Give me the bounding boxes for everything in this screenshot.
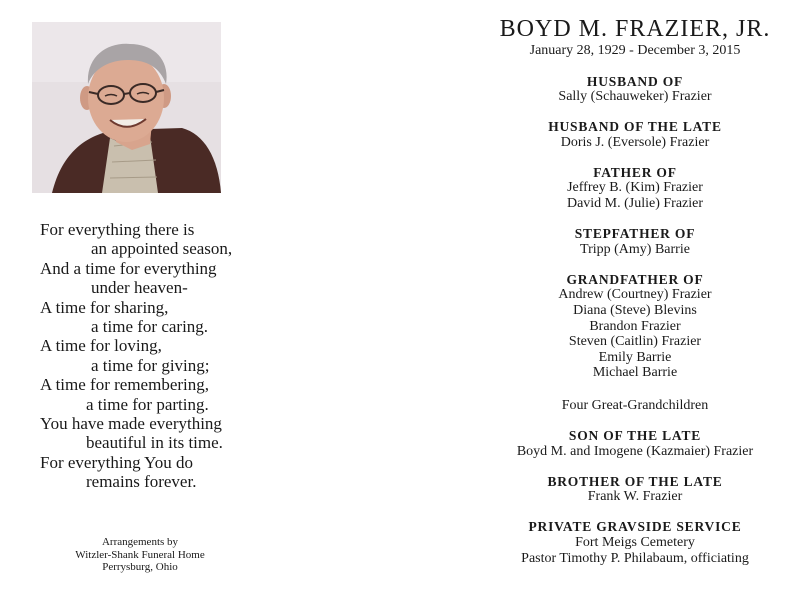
section-graveside-service xyxy=(470,519,800,566)
poem-line: remains forever. xyxy=(86,472,197,492)
family-member: Jeffrey B. (Kim) Frazier xyxy=(567,180,703,196)
poem-line: For everything You do xyxy=(40,452,194,472)
poem-line: A time for loving, xyxy=(40,336,162,356)
poem-line: You have made everything xyxy=(40,414,222,434)
section-son-of-the-late xyxy=(470,428,800,459)
poem-line: an appointed season, xyxy=(91,239,233,259)
section-heading: HUSBAND OF THE LATE xyxy=(548,119,722,135)
service-location: Fort Meigs Cemetery xyxy=(575,535,695,551)
section-grandfather-of xyxy=(470,272,800,381)
poem-line: A time for remembering, xyxy=(40,375,210,395)
section-heading: PRIVATE GRAVSIDE SERVICE xyxy=(528,519,742,535)
section-father-of xyxy=(470,165,800,212)
family-member: Tripp (Amy) Barrie xyxy=(580,241,690,257)
section-heading: STEPFATHER OF xyxy=(574,226,696,242)
poem-line: a time for giving; xyxy=(91,355,210,375)
family-member: Sally (Schauweker) Frazier xyxy=(558,89,712,105)
poem-line: A time for sharing, xyxy=(40,297,169,317)
family-member: Andrew (Courtney) Frazier xyxy=(558,287,712,303)
section-husband-of-the-late xyxy=(470,119,800,150)
section-heading: FATHER OF xyxy=(593,164,677,180)
section-heading: HUSBAND OF xyxy=(586,73,684,89)
poem-line: And a time for everything xyxy=(40,258,217,278)
arrangements-label: Arrangements by xyxy=(101,536,179,548)
family-member: Brandon Frazier xyxy=(589,318,681,334)
obituary-panel xyxy=(470,16,800,566)
family-member: Boyd M. and Imogene (Kazmaier) Frazier xyxy=(516,443,754,459)
great-grandchildren-count: Four Great-Grandchildren xyxy=(561,398,709,413)
funeral-home-name: Witzler-Shank Funeral Home xyxy=(75,548,205,561)
funeral-home-credit xyxy=(40,536,240,574)
poem-line: For everything there is xyxy=(40,220,195,239)
section-great-grandchildren xyxy=(470,398,800,414)
funeral-home-location: Perrysburg, Ohio xyxy=(102,561,178,573)
officiant: Pastor Timothy P. Philabaum, officiating xyxy=(521,550,749,566)
family-member: Diana (Steve) Blevins xyxy=(573,303,697,319)
family-member: Emily Barrie xyxy=(598,349,672,365)
section-heading: BROTHER OF THE LATE xyxy=(547,473,723,489)
poem xyxy=(40,220,300,492)
portrait-illustration xyxy=(32,22,221,193)
section-husband-of xyxy=(470,74,800,105)
family-member: David M. (Julie) Frazier xyxy=(566,196,704,212)
deceased-name: BOYD M. FRAZIER, JR. xyxy=(499,16,771,42)
family-member: Doris J. (Eversole) Frazier xyxy=(560,134,710,150)
family-member: Steven (Caitlin) Frazier xyxy=(568,334,702,350)
poem-line: under heaven- xyxy=(91,278,188,298)
poem-line: a time for parting. xyxy=(86,394,209,414)
section-brother-of-the-late xyxy=(470,474,800,505)
poem-line: beautiful in its time. xyxy=(86,433,223,453)
family-member: Michael Barrie xyxy=(592,365,678,381)
section-heading: SON OF THE LATE xyxy=(568,428,702,444)
family-member: Frank W. Frazier xyxy=(587,489,683,505)
portrait-photo xyxy=(32,22,221,193)
section-heading: GRANDFATHER OF xyxy=(566,271,704,287)
poem-line: a time for caring. xyxy=(91,317,209,337)
life-dates: January 28, 1929 - December 3, 2015 xyxy=(529,43,741,58)
section-stepfather-of xyxy=(470,226,800,257)
